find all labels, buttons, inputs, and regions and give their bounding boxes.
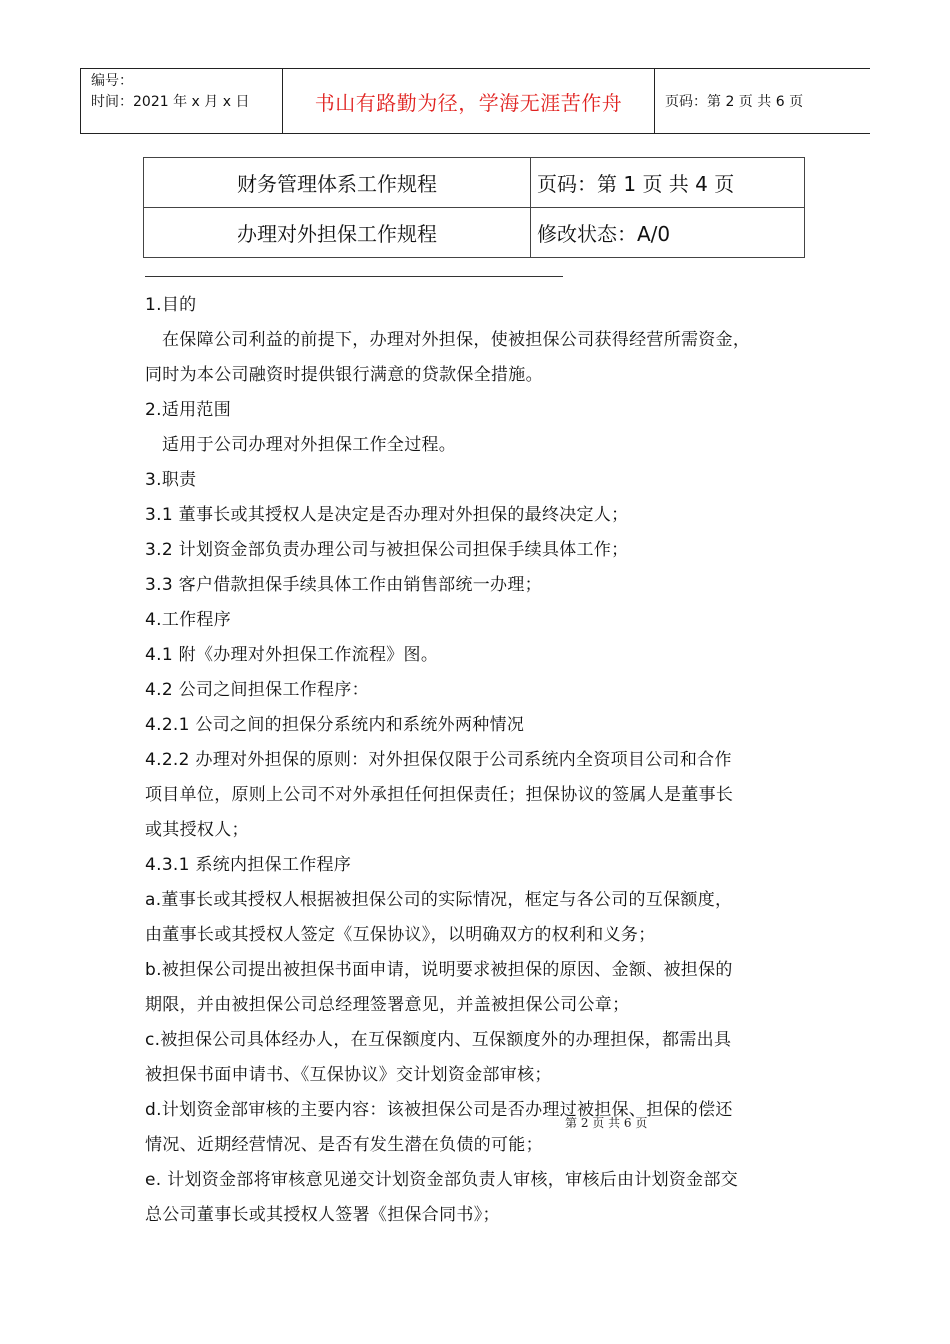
- paragraph: 3.1 董事长或其授权人是决定是否办理对外担保的最终决定人；: [145, 505, 629, 525]
- time-label: 时间：2021 年 x 月 x 日: [91, 94, 250, 110]
- paragraph: 4.2.1 公司之间的担保分系统内和系统外两种情况: [145, 715, 525, 735]
- section-heading: 4.工作程序: [145, 610, 232, 630]
- header-page-code: 页码：第 2 页 共 6 页: [665, 94, 804, 110]
- paragraph: 或其授权人；: [145, 820, 249, 840]
- document-title-table: [143, 157, 805, 258]
- paragraph: 3.3 客户借款担保手续具体工作由销售部统一办理；: [145, 575, 542, 595]
- document-title: 财务管理体系工作规程: [144, 158, 531, 208]
- paragraph: 4.2.2 办理对外担保的原则：对外担保仅限于公司系统内全资项目公司和合作: [145, 750, 732, 770]
- document-status: 修改状态：A/0: [531, 208, 805, 258]
- document-subtitle: 办理对外担保工作规程: [144, 208, 531, 258]
- header-meta: [81, 69, 283, 133]
- paragraph: 同时为本公司融资时提供银行满意的贷款保全措施。: [145, 365, 543, 385]
- paragraph: 被担保书面申请书、《互保协议》交计划资金部审核；: [145, 1065, 552, 1085]
- section-heading: 1.目的: [145, 295, 197, 315]
- paragraph: 总公司董事长或其授权人签署《担保合同书》；: [145, 1205, 500, 1225]
- paragraph: 3.2 计划资金部负责办理公司与被担保公司担保手续具体工作；: [145, 540, 629, 560]
- section-heading: 2.适用范围: [145, 400, 232, 420]
- paragraph: 在保障公司利益的前提下，办理对外担保，使被担保公司获得经营所需资金，: [162, 330, 751, 350]
- paragraph: 4.2 公司之间担保工作程序：: [145, 680, 369, 700]
- paragraph: 4.3.1 系统内担保工作程序: [145, 855, 352, 875]
- paragraph: a.董事长或其授权人根据被担保公司的实际情况，框定与各公司的互保额度，: [145, 890, 733, 910]
- paragraph: 期限，并由被担保公司总经理签署意见，并盖被担保公司公章；: [145, 995, 630, 1015]
- paragraph: 情况、近期经营情况、是否有发生潜在负债的可能；: [145, 1135, 543, 1155]
- page-footer: 第 2 页 共 6 页: [565, 1116, 648, 1130]
- header-motto: 书山有路勤为径，学海无涯苦作舟: [283, 69, 655, 133]
- document-body: [145, 288, 807, 1233]
- paragraph: 4.1 附《办理对外担保工作流程》图。: [145, 645, 439, 665]
- paragraph: e. 计划资金部将审核意见递交计划资金部负责人审核，审核后由计划资金部交: [145, 1170, 739, 1190]
- section-heading: 3.职责: [145, 470, 197, 490]
- document-page: 页码：第 1 页 共 4 页: [531, 158, 805, 208]
- paragraph: 适用于公司办理对外担保工作全过程。: [162, 435, 457, 455]
- paragraph: 项目单位，原则上公司不对外承担任何担保责任；担保协议的签属人是董事长: [145, 785, 734, 805]
- paragraph: b.被担保公司提出被担保书面申请，说明要求被担保的原因、金额、被担保的: [145, 960, 733, 980]
- paragraph: 由董事长或其授权人签定《互保协议》，以明确双方的权利和义务；: [145, 925, 656, 945]
- paragraph: d.计划资金部审核的主要内容：该被担保公司是否办理过被担保、担保的偿还: [145, 1100, 733, 1120]
- number-label: 编号：: [91, 73, 133, 89]
- divider: [145, 276, 563, 277]
- page-header: [80, 68, 870, 134]
- paragraph: c.被担保公司具体经办人，在互保额度内、互保额度外的办理担保，都需出具: [145, 1030, 732, 1050]
